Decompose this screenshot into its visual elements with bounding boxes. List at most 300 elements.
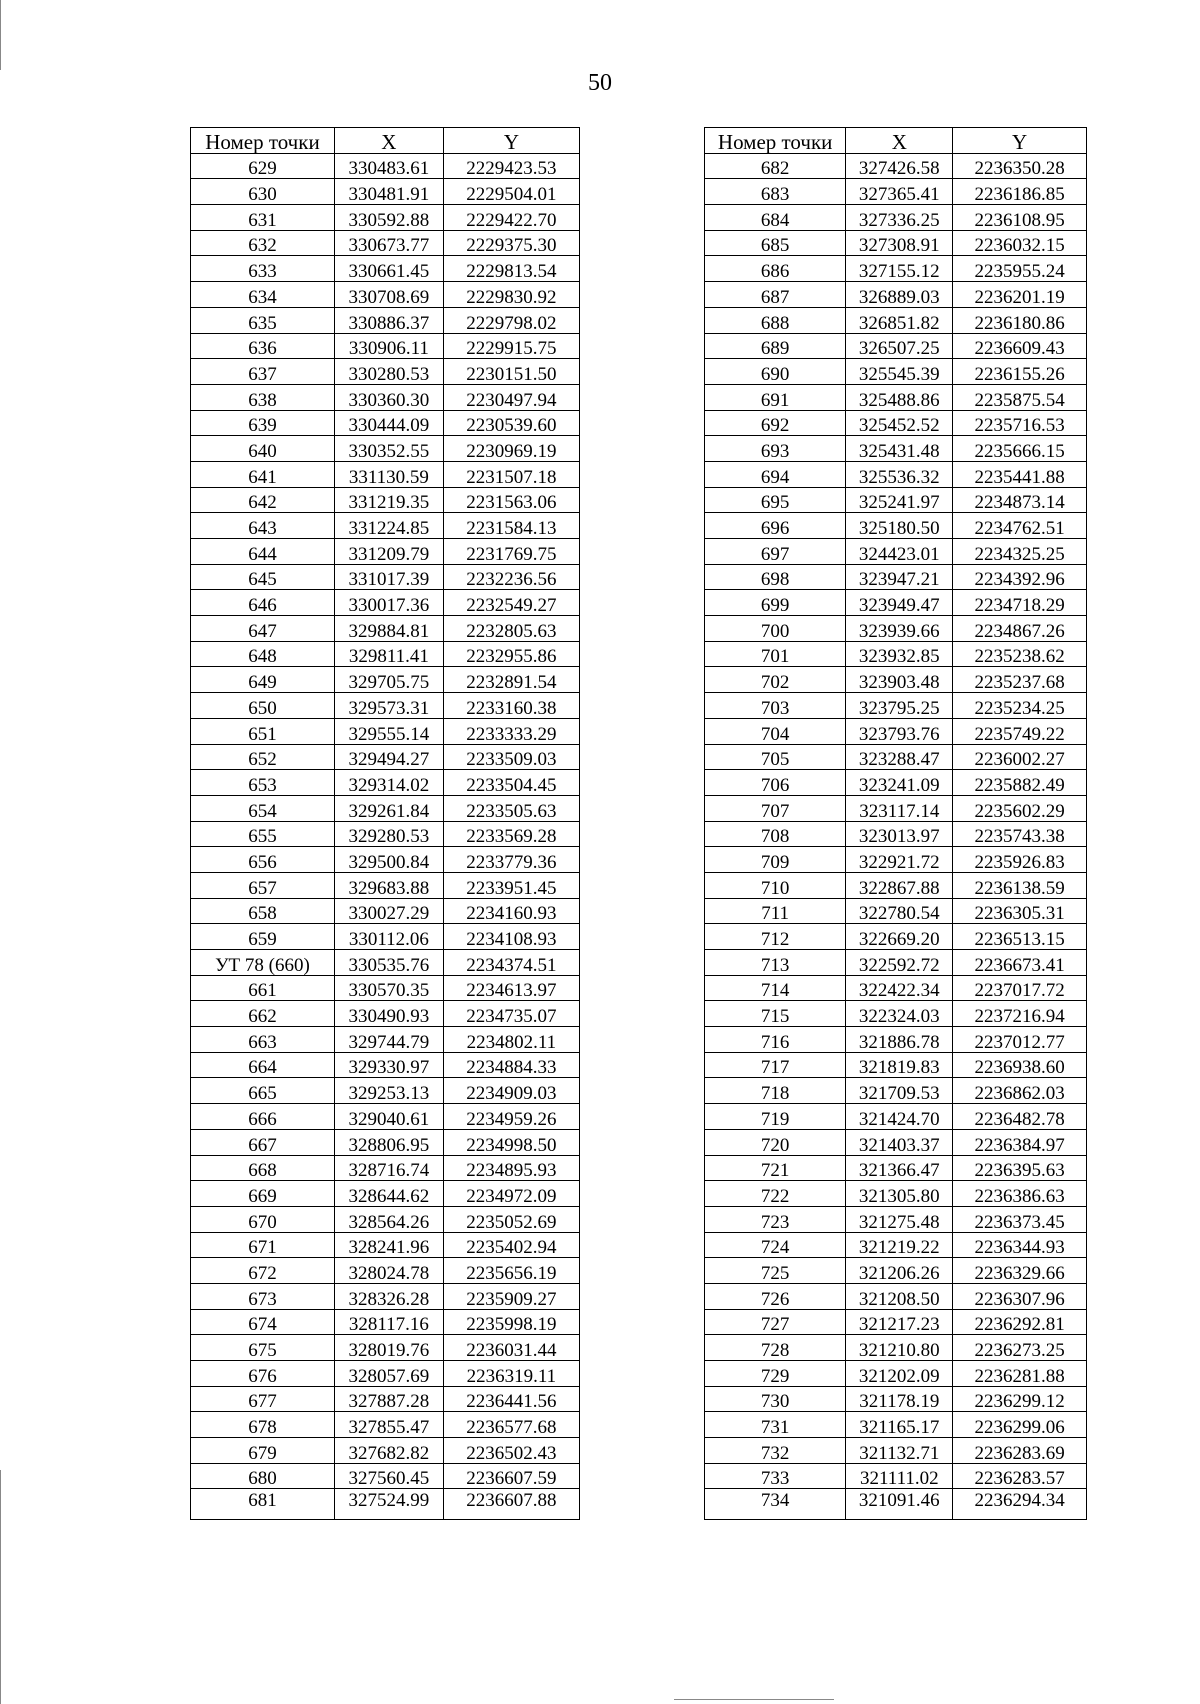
x-coordinate-cell: 321819.83 [846, 1052, 953, 1078]
table-header-row [191, 128, 580, 154]
scan-edge-mark [0, 0, 1, 70]
x-coordinate-cell: 323949.47 [846, 590, 953, 616]
point-number-cell: 734 [705, 1489, 846, 1520]
x-coordinate-cell: 331219.35 [334, 487, 443, 513]
y-coordinate-cell: 2229504.01 [443, 179, 579, 205]
point-number-cell: 717 [705, 1052, 846, 1078]
x-coordinate-cell: 328241.96 [334, 1232, 443, 1258]
x-coordinate-cell: 321219.22 [846, 1232, 953, 1258]
table-row [191, 744, 580, 770]
y-coordinate-cell: 2236283.69 [953, 1438, 1087, 1464]
x-coordinate-cell: 326851.82 [846, 307, 953, 333]
table-row [705, 1155, 1087, 1181]
y-coordinate-cell: 2234895.93 [443, 1155, 579, 1181]
header-point-number: Номер точки [191, 128, 335, 154]
table-row [191, 590, 580, 616]
y-coordinate-cell: 2236441.56 [443, 1386, 579, 1412]
x-coordinate-cell: 327308.91 [846, 230, 953, 256]
y-coordinate-cell: 2235602.29 [953, 795, 1087, 821]
x-coordinate-cell: 329261.84 [334, 795, 443, 821]
x-coordinate-cell: 321275.48 [846, 1206, 953, 1232]
x-coordinate-cell: 330570.35 [334, 975, 443, 1001]
table-row [191, 333, 580, 359]
y-coordinate-cell: 2232236.56 [443, 564, 579, 590]
y-coordinate-cell: 2235656.19 [443, 1258, 579, 1284]
table-row [705, 205, 1087, 231]
table-row [191, 1078, 580, 1104]
table-row [191, 616, 580, 642]
table-row [705, 1027, 1087, 1053]
y-coordinate-cell: 2230151.50 [443, 359, 579, 385]
point-number-cell: 635 [191, 307, 335, 333]
table-row [705, 256, 1087, 282]
point-number-cell: 645 [191, 564, 335, 590]
y-coordinate-cell: 2235882.49 [953, 770, 1087, 796]
y-coordinate-cell: 2229830.92 [443, 282, 579, 308]
point-number-cell: 728 [705, 1335, 846, 1361]
x-coordinate-cell: 321178.19 [846, 1386, 953, 1412]
point-number-cell: 659 [191, 924, 335, 950]
table-row [705, 461, 1087, 487]
point-number-cell: 677 [191, 1386, 335, 1412]
x-coordinate-cell: 329555.14 [334, 718, 443, 744]
x-coordinate-cell: 321206.26 [846, 1258, 953, 1284]
point-number-cell: 707 [705, 795, 846, 821]
point-number-cell: 636 [191, 333, 335, 359]
y-coordinate-cell: 2234998.50 [443, 1129, 579, 1155]
point-number-cell: 670 [191, 1206, 335, 1232]
y-coordinate-cell: 2235238.62 [953, 641, 1087, 667]
y-coordinate-cell: 2236938.60 [953, 1052, 1087, 1078]
x-coordinate-cell: 322669.20 [846, 924, 953, 950]
x-coordinate-cell: 325452.52 [846, 410, 953, 436]
y-coordinate-cell: 2235749.22 [953, 718, 1087, 744]
x-coordinate-cell: 321091.46 [846, 1489, 953, 1520]
y-coordinate-cell: 2235909.27 [443, 1283, 579, 1309]
point-number-cell: 731 [705, 1412, 846, 1438]
x-coordinate-cell: 322921.72 [846, 847, 953, 873]
table-row [705, 616, 1087, 642]
point-number-cell: 643 [191, 513, 335, 539]
table-row [705, 641, 1087, 667]
page-number: 50 [588, 70, 612, 96]
point-number-cell: 651 [191, 718, 335, 744]
table-row [191, 1361, 580, 1387]
x-coordinate-cell: 323903.48 [846, 667, 953, 693]
y-coordinate-cell: 2236180.86 [953, 307, 1087, 333]
y-coordinate-cell: 2234160.93 [443, 898, 579, 924]
y-coordinate-cell: 2235666.15 [953, 436, 1087, 462]
x-coordinate-cell: 330017.36 [334, 590, 443, 616]
x-coordinate-cell: 330673.77 [334, 230, 443, 256]
table-row [191, 461, 580, 487]
point-number-cell: 720 [705, 1129, 846, 1155]
y-coordinate-cell: 2233951.45 [443, 872, 579, 898]
y-coordinate-cell: 2234884.33 [443, 1052, 579, 1078]
table-row [191, 539, 580, 565]
point-number-cell: 706 [705, 770, 846, 796]
x-coordinate-cell: 323013.97 [846, 821, 953, 847]
point-number-cell: 730 [705, 1386, 846, 1412]
point-number-cell: 687 [705, 282, 846, 308]
y-coordinate-cell: 2234867.26 [953, 616, 1087, 642]
x-coordinate-cell: 329705.75 [334, 667, 443, 693]
point-number-cell: 692 [705, 410, 846, 436]
y-coordinate-cell: 2236155.26 [953, 359, 1087, 385]
point-number-cell: 641 [191, 461, 335, 487]
table-row [705, 564, 1087, 590]
x-coordinate-cell: 321165.17 [846, 1412, 953, 1438]
x-coordinate-cell: 328326.28 [334, 1283, 443, 1309]
table-row [191, 410, 580, 436]
x-coordinate-cell: 330483.61 [334, 153, 443, 179]
y-coordinate-cell: 2236032.15 [953, 230, 1087, 256]
y-coordinate-cell: 2231563.06 [443, 487, 579, 513]
table-row [705, 847, 1087, 873]
y-coordinate-cell: 2237017.72 [953, 975, 1087, 1001]
point-number-cell: 683 [705, 179, 846, 205]
x-coordinate-cell: 330481.91 [334, 179, 443, 205]
y-coordinate-cell: 2236513.15 [953, 924, 1087, 950]
y-coordinate-cell: 2236607.88 [443, 1489, 579, 1520]
point-number-cell: 633 [191, 256, 335, 282]
y-coordinate-cell: 2230969.19 [443, 436, 579, 462]
x-coordinate-cell: 329330.97 [334, 1052, 443, 1078]
point-number-cell: 688 [705, 307, 846, 333]
y-coordinate-cell: 2236273.25 [953, 1335, 1087, 1361]
table-row [191, 641, 580, 667]
y-coordinate-cell: 2232891.54 [443, 667, 579, 693]
table-row [191, 847, 580, 873]
x-coordinate-cell: 325545.39 [846, 359, 953, 385]
table-row [705, 539, 1087, 565]
table-row [705, 436, 1087, 462]
y-coordinate-cell: 2231507.18 [443, 461, 579, 487]
table-row [191, 1489, 580, 1520]
point-number-cell: 680 [191, 1463, 335, 1489]
y-coordinate-cell: 2236386.63 [953, 1181, 1087, 1207]
point-number-cell: УТ 78 (660) [191, 950, 335, 976]
point-number-cell: 679 [191, 1438, 335, 1464]
table-row [705, 718, 1087, 744]
y-coordinate-cell: 2233779.36 [443, 847, 579, 873]
table-row [705, 1412, 1087, 1438]
table-row [191, 718, 580, 744]
y-coordinate-cell: 2236283.57 [953, 1463, 1087, 1489]
point-number-cell: 724 [705, 1232, 846, 1258]
table-row [705, 795, 1087, 821]
table-row [191, 1412, 580, 1438]
point-number-cell: 638 [191, 384, 335, 410]
point-number-cell: 712 [705, 924, 846, 950]
y-coordinate-cell: 2232955.86 [443, 641, 579, 667]
point-number-cell: 725 [705, 1258, 846, 1284]
point-number-cell: 658 [191, 898, 335, 924]
x-coordinate-cell: 330112.06 [334, 924, 443, 950]
table-row [705, 410, 1087, 436]
table-row [191, 153, 580, 179]
y-coordinate-cell: 2229798.02 [443, 307, 579, 333]
x-coordinate-cell: 330708.69 [334, 282, 443, 308]
point-number-cell: 657 [191, 872, 335, 898]
x-coordinate-cell: 321111.02 [846, 1463, 953, 1489]
x-coordinate-cell: 321202.09 [846, 1361, 953, 1387]
point-number-cell: 665 [191, 1078, 335, 1104]
header-y: Y [443, 128, 579, 154]
table-row [191, 1052, 580, 1078]
table-row [191, 564, 580, 590]
point-number-cell: 648 [191, 641, 335, 667]
point-number-cell: 667 [191, 1129, 335, 1155]
x-coordinate-cell: 330360.30 [334, 384, 443, 410]
table-row [191, 487, 580, 513]
table-row [191, 1463, 580, 1489]
x-coordinate-cell: 322780.54 [846, 898, 953, 924]
x-coordinate-cell: 321424.70 [846, 1104, 953, 1130]
x-coordinate-cell: 330444.09 [334, 410, 443, 436]
y-coordinate-cell: 2233504.45 [443, 770, 579, 796]
y-coordinate-cell: 2233509.03 [443, 744, 579, 770]
header-y: Y [953, 128, 1087, 154]
x-coordinate-cell: 323939.66 [846, 616, 953, 642]
point-number-cell: 655 [191, 821, 335, 847]
x-coordinate-cell: 325488.86 [846, 384, 953, 410]
y-coordinate-cell: 2236577.68 [443, 1412, 579, 1438]
x-coordinate-cell: 321132.71 [846, 1438, 953, 1464]
point-number-cell: 672 [191, 1258, 335, 1284]
x-coordinate-cell: 323288.47 [846, 744, 953, 770]
x-coordinate-cell: 326889.03 [846, 282, 953, 308]
point-number-cell: 695 [705, 487, 846, 513]
y-coordinate-cell: 2236002.27 [953, 744, 1087, 770]
point-number-cell: 630 [191, 179, 335, 205]
y-coordinate-cell: 2233569.28 [443, 821, 579, 847]
table-row [705, 1438, 1087, 1464]
point-number-cell: 690 [705, 359, 846, 385]
x-coordinate-cell: 322324.03 [846, 1001, 953, 1027]
table-row [191, 693, 580, 719]
y-coordinate-cell: 2237216.94 [953, 1001, 1087, 1027]
point-number-cell: 673 [191, 1283, 335, 1309]
point-number-cell: 684 [705, 205, 846, 231]
point-number-cell: 704 [705, 718, 846, 744]
y-coordinate-cell: 2236299.12 [953, 1386, 1087, 1412]
x-coordinate-cell: 321886.78 [846, 1027, 953, 1053]
point-number-cell: 669 [191, 1181, 335, 1207]
point-number-cell: 733 [705, 1463, 846, 1489]
y-coordinate-cell: 2235441.88 [953, 461, 1087, 487]
table-row [191, 513, 580, 539]
x-coordinate-cell: 330280.53 [334, 359, 443, 385]
y-coordinate-cell: 2231769.75 [443, 539, 579, 565]
point-number-cell: 713 [705, 950, 846, 976]
x-coordinate-cell: 323947.21 [846, 564, 953, 590]
point-number-cell: 685 [705, 230, 846, 256]
point-number-cell: 716 [705, 1027, 846, 1053]
table-row [191, 975, 580, 1001]
table-row [191, 384, 580, 410]
y-coordinate-cell: 2236673.41 [953, 950, 1087, 976]
table-body-left [191, 153, 580, 1520]
x-coordinate-cell: 329811.41 [334, 641, 443, 667]
y-coordinate-cell: 2235237.68 [953, 667, 1087, 693]
table-row [705, 487, 1087, 513]
y-coordinate-cell: 2229423.53 [443, 153, 579, 179]
y-coordinate-cell: 2236607.59 [443, 1463, 579, 1489]
y-coordinate-cell: 2236350.28 [953, 153, 1087, 179]
point-number-cell: 644 [191, 539, 335, 565]
table-row [705, 230, 1087, 256]
header-x: X [846, 128, 953, 154]
table-row [705, 1206, 1087, 1232]
y-coordinate-cell: 2234108.93 [443, 924, 579, 950]
y-coordinate-cell: 2234392.96 [953, 564, 1087, 590]
x-coordinate-cell: 321217.23 [846, 1309, 953, 1335]
y-coordinate-cell: 2236031.44 [443, 1335, 579, 1361]
table-row [705, 872, 1087, 898]
y-coordinate-cell: 2235926.83 [953, 847, 1087, 873]
y-coordinate-cell: 2234735.07 [443, 1001, 579, 1027]
point-number-cell: 697 [705, 539, 846, 565]
x-coordinate-cell: 330535.76 [334, 950, 443, 976]
table-row [191, 307, 580, 333]
y-coordinate-cell: 2234972.09 [443, 1181, 579, 1207]
point-number-cell: 640 [191, 436, 335, 462]
point-number-cell: 637 [191, 359, 335, 385]
y-coordinate-cell: 2235743.38 [953, 821, 1087, 847]
table-row [705, 1258, 1087, 1284]
x-coordinate-cell: 330886.37 [334, 307, 443, 333]
table-body-right [705, 153, 1087, 1520]
x-coordinate-cell: 325536.32 [846, 461, 953, 487]
point-number-cell: 649 [191, 667, 335, 693]
point-number-cell: 726 [705, 1283, 846, 1309]
point-number-cell: 650 [191, 693, 335, 719]
table-row [705, 179, 1087, 205]
table-row [705, 1129, 1087, 1155]
x-coordinate-cell: 328644.62 [334, 1181, 443, 1207]
x-coordinate-cell: 330661.45 [334, 256, 443, 282]
point-number-cell: 675 [191, 1335, 335, 1361]
y-coordinate-cell: 2235234.25 [953, 693, 1087, 719]
header-x: X [334, 128, 443, 154]
y-coordinate-cell: 2235955.24 [953, 256, 1087, 282]
x-coordinate-cell: 331209.79 [334, 539, 443, 565]
header-point-number: Номер точки [705, 128, 846, 154]
table-row [191, 950, 580, 976]
y-coordinate-cell: 2236138.59 [953, 872, 1087, 898]
table-row [191, 1283, 580, 1309]
x-coordinate-cell: 328024.78 [334, 1258, 443, 1284]
point-number-cell: 681 [191, 1489, 335, 1520]
table-row [705, 1078, 1087, 1104]
table-row [191, 1001, 580, 1027]
point-number-cell: 632 [191, 230, 335, 256]
table-row [705, 1052, 1087, 1078]
y-coordinate-cell: 2236201.19 [953, 282, 1087, 308]
y-coordinate-cell: 2233160.38 [443, 693, 579, 719]
table-row [705, 333, 1087, 359]
x-coordinate-cell: 329500.84 [334, 847, 443, 873]
x-coordinate-cell: 331017.39 [334, 564, 443, 590]
x-coordinate-cell: 322422.34 [846, 975, 953, 1001]
table-row [705, 307, 1087, 333]
x-coordinate-cell: 323795.25 [846, 693, 953, 719]
point-number-cell: 721 [705, 1155, 846, 1181]
y-coordinate-cell: 2236482.78 [953, 1104, 1087, 1130]
point-number-cell: 703 [705, 693, 846, 719]
table-row [705, 590, 1087, 616]
y-coordinate-cell: 2229375.30 [443, 230, 579, 256]
x-coordinate-cell: 327365.41 [846, 179, 953, 205]
x-coordinate-cell: 327336.25 [846, 205, 953, 231]
table-row [191, 1206, 580, 1232]
point-number-cell: 664 [191, 1052, 335, 1078]
y-coordinate-cell: 2235875.54 [953, 384, 1087, 410]
point-number-cell: 631 [191, 205, 335, 231]
x-coordinate-cell: 327426.58 [846, 153, 953, 179]
y-coordinate-cell: 2236502.43 [443, 1438, 579, 1464]
point-number-cell: 671 [191, 1232, 335, 1258]
table-row [705, 1361, 1087, 1387]
table-row [191, 1104, 580, 1130]
table-row [191, 770, 580, 796]
x-coordinate-cell: 329314.02 [334, 770, 443, 796]
x-coordinate-cell: 331130.59 [334, 461, 443, 487]
table-row [705, 1104, 1087, 1130]
table-row [191, 1181, 580, 1207]
table-row [705, 693, 1087, 719]
point-number-cell: 732 [705, 1438, 846, 1464]
x-coordinate-cell: 327887.28 [334, 1386, 443, 1412]
x-coordinate-cell: 327855.47 [334, 1412, 443, 1438]
point-number-cell: 686 [705, 256, 846, 282]
table-row [705, 821, 1087, 847]
point-number-cell: 668 [191, 1155, 335, 1181]
y-coordinate-cell: 2236344.93 [953, 1232, 1087, 1258]
x-coordinate-cell: 329744.79 [334, 1027, 443, 1053]
y-coordinate-cell: 2236186.85 [953, 179, 1087, 205]
table-row [705, 950, 1087, 976]
point-number-cell: 698 [705, 564, 846, 590]
table-row [191, 1309, 580, 1335]
x-coordinate-cell: 329573.31 [334, 693, 443, 719]
point-number-cell: 711 [705, 898, 846, 924]
point-number-cell: 634 [191, 282, 335, 308]
table-row [191, 230, 580, 256]
x-coordinate-cell: 327560.45 [334, 1463, 443, 1489]
table-row [705, 1335, 1087, 1361]
x-coordinate-cell: 328019.76 [334, 1335, 443, 1361]
point-number-cell: 708 [705, 821, 846, 847]
point-number-cell: 714 [705, 975, 846, 1001]
x-coordinate-cell: 327524.99 [334, 1489, 443, 1520]
point-number-cell: 654 [191, 795, 335, 821]
x-coordinate-cell: 323793.76 [846, 718, 953, 744]
point-number-cell: 729 [705, 1361, 846, 1387]
point-number-cell: 722 [705, 1181, 846, 1207]
y-coordinate-cell: 2236108.95 [953, 205, 1087, 231]
point-number-cell: 691 [705, 384, 846, 410]
table-row [191, 667, 580, 693]
point-number-cell: 719 [705, 1104, 846, 1130]
x-coordinate-cell: 323241.09 [846, 770, 953, 796]
point-number-cell: 647 [191, 616, 335, 642]
point-number-cell: 715 [705, 1001, 846, 1027]
x-coordinate-cell: 329494.27 [334, 744, 443, 770]
y-coordinate-cell: 2236305.31 [953, 898, 1087, 924]
x-coordinate-cell: 321366.47 [846, 1155, 953, 1181]
